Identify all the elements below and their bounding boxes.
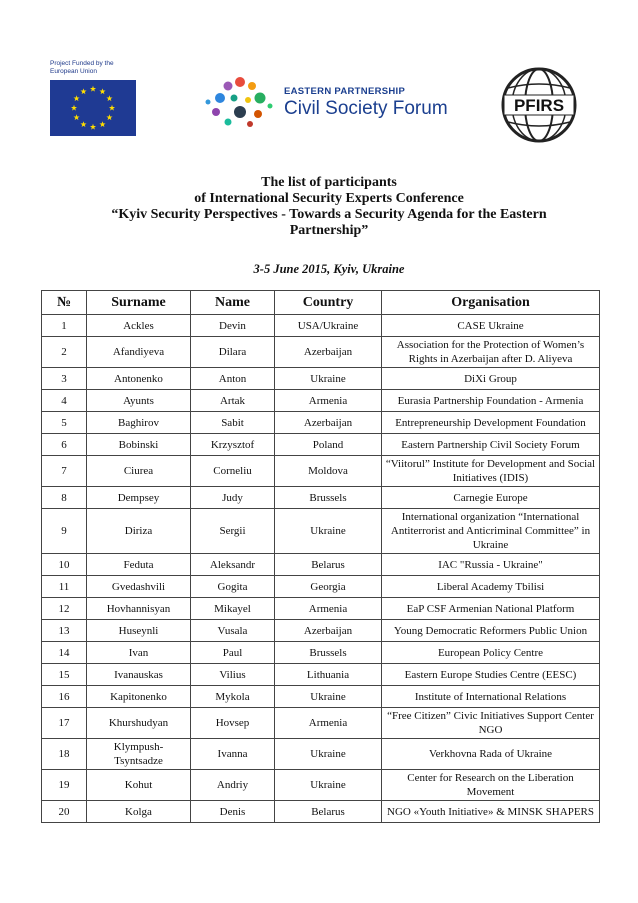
table-row: [42, 554, 600, 576]
table-row: [42, 620, 600, 642]
eu-star-icon: [90, 86, 96, 92]
cell-surname: Ivanauskas: [87, 664, 191, 686]
cell-organisation: CASE Ukraine: [382, 315, 600, 337]
table-row: [42, 686, 600, 708]
cell-name: Ivanna: [191, 739, 275, 770]
cell-country: Lithuania: [275, 664, 382, 686]
cell-number: 11: [42, 576, 87, 598]
cell-name: Vusala: [191, 620, 275, 642]
cell-surname: Hovhannisyan: [87, 598, 191, 620]
cell-name: Vilius: [191, 664, 275, 686]
cell-organisation: DiXi Group: [382, 368, 600, 390]
table-row: [42, 801, 600, 823]
table-row: [42, 315, 600, 337]
eu-funding-text: Project Funded by the European Union: [50, 60, 114, 75]
cell-name: Mykola: [191, 686, 275, 708]
cell-country: Ukraine: [275, 770, 382, 801]
cell-country: Belarus: [275, 801, 382, 823]
eu-star-icon: [74, 114, 80, 120]
cell-organisation: Liberal Academy Tbilisi: [382, 576, 600, 598]
cell-country: Moldova: [275, 456, 382, 487]
header-organisation: Organisation: [382, 291, 600, 315]
cell-name: Denis: [191, 801, 275, 823]
eu-funding-logo: [50, 60, 136, 136]
header-surname: Surname: [87, 291, 191, 315]
cell-surname: Afandiyeva: [87, 337, 191, 368]
csf-logo: [200, 72, 465, 132]
cell-name: Paul: [191, 642, 275, 664]
cell-name: Sabit: [191, 412, 275, 434]
table-row: [42, 487, 600, 509]
cell-organisation: NGO «Youth Initiative» & MINSK SHAPERS: [382, 801, 600, 823]
cell-surname: Kohut: [87, 770, 191, 801]
cell-country: Belarus: [275, 554, 382, 576]
csf-emblem-icon: [200, 72, 280, 132]
csf-logo-line1: EASTERN PARTNERSHIP: [284, 86, 406, 97]
cell-number: 19: [42, 770, 87, 801]
cell-organisation: Institute of International Relations: [382, 686, 600, 708]
cell-name: Corneliu: [191, 456, 275, 487]
table-row: [42, 509, 600, 554]
cell-number: 2: [42, 337, 87, 368]
cell-country: Azerbaijan: [275, 620, 382, 642]
cell-number: 8: [42, 487, 87, 509]
cell-country: Poland: [275, 434, 382, 456]
table-row: [42, 368, 600, 390]
title-line-2: of International Security Experts Conference: [194, 191, 464, 206]
pfirs-globe-icon: [500, 66, 578, 144]
title-line-3: “Kyiv Security Perspectives - Towards a Security Agenda for the Eastern: [111, 207, 547, 222]
eu-star-icon: [80, 88, 86, 94]
cell-surname: Klympush-Tsyntsadze: [87, 739, 191, 770]
cell-surname: Khurshudyan: [87, 708, 191, 739]
eu-star-icon: [99, 88, 105, 94]
cell-number: 17: [42, 708, 87, 739]
cell-country: Brussels: [275, 487, 382, 509]
eu-star-icon: [90, 124, 96, 130]
cell-surname: Ackles: [87, 315, 191, 337]
cell-number: 12: [42, 598, 87, 620]
table-row: [42, 642, 600, 664]
table-row: [42, 598, 600, 620]
cell-surname: Ivan: [87, 642, 191, 664]
eu-star-icon: [106, 114, 112, 120]
cell-number: 16: [42, 686, 87, 708]
cell-organisation: IAC "Russia - Ukraine": [382, 554, 600, 576]
cell-number: 9: [42, 509, 87, 554]
cell-name: Aleksandr: [191, 554, 275, 576]
cell-country: Georgia: [275, 576, 382, 598]
cell-number: 10: [42, 554, 87, 576]
cell-surname: Baghirov: [87, 412, 191, 434]
header-number: №: [42, 291, 87, 315]
cell-surname: Huseynli: [87, 620, 191, 642]
cell-number: 6: [42, 434, 87, 456]
cell-country: USA/Ukraine: [275, 315, 382, 337]
cell-number: 5: [42, 412, 87, 434]
cell-surname: Antonenko: [87, 368, 191, 390]
cell-organisation: “Free Citizen” Civic Initiatives Support Center NGO: [382, 708, 600, 739]
cell-organisation: Verkhovna Rada of Ukraine: [382, 739, 600, 770]
eu-stars: [50, 80, 136, 136]
cell-organisation: “Viitorul” Institute for Development and Social Initiatives (IDIS): [382, 456, 600, 487]
eu-star-icon: [109, 105, 115, 111]
cell-number: 7: [42, 456, 87, 487]
cell-organisation: Young Democratic Reformers Public Union: [382, 620, 600, 642]
cell-country: Ukraine: [275, 686, 382, 708]
cell-surname: Gvedashvili: [87, 576, 191, 598]
cell-organisation: EaP CSF Armenian National Platform: [382, 598, 600, 620]
pfirs-logo: [500, 66, 578, 149]
cell-surname: Kapitonenko: [87, 686, 191, 708]
cell-surname: Dempsey: [87, 487, 191, 509]
cell-organisation: European Policy Centre: [382, 642, 600, 664]
cell-name: Artak: [191, 390, 275, 412]
cell-name: Gogita: [191, 576, 275, 598]
table-row: [42, 390, 600, 412]
table-row: [42, 456, 600, 487]
table-row: [42, 664, 600, 686]
eu-star-icon: [74, 95, 80, 101]
cell-organisation: Eastern Partnership Civil Society Forum: [382, 434, 600, 456]
participants-table: [41, 290, 600, 823]
cell-number: 18: [42, 739, 87, 770]
cell-surname: Kolga: [87, 801, 191, 823]
table-row: [42, 576, 600, 598]
cell-name: Krzysztof: [191, 434, 275, 456]
cell-surname: Ciurea: [87, 456, 191, 487]
cell-surname: Diriza: [87, 509, 191, 554]
cell-country: Armenia: [275, 598, 382, 620]
title-line-4: Partnership”: [289, 223, 369, 238]
cell-name: Judy: [191, 487, 275, 509]
pfirs-logo-text: PFIRS: [513, 96, 565, 115]
cell-number: 15: [42, 664, 87, 686]
eu-star-icon: [106, 95, 112, 101]
cell-number: 4: [42, 390, 87, 412]
table-row: [42, 739, 600, 770]
cell-organisation: International organization “International Antiterrorist and Anticriminal Committee” in Ukraine: [382, 509, 600, 554]
cell-organisation: Eurasia Partnership Foundation - Armenia: [382, 390, 600, 412]
cell-number: 14: [42, 642, 87, 664]
title-line-1: The list of participants: [261, 175, 397, 190]
document-title: [40, 175, 618, 239]
table-row: [42, 337, 600, 368]
cell-country: Armenia: [275, 708, 382, 739]
cell-name: Anton: [191, 368, 275, 390]
cell-surname: Feduta: [87, 554, 191, 576]
table-row: [42, 708, 600, 739]
cell-country: Azerbaijan: [275, 412, 382, 434]
cell-number: 3: [42, 368, 87, 390]
csf-logo-line2: Civil Society Forum: [284, 98, 448, 119]
cell-organisation: Center for Research on the Liberation Movement: [382, 770, 600, 801]
cell-name: Sergii: [191, 509, 275, 554]
cell-surname: Ayunts: [87, 390, 191, 412]
eu-star-icon: [99, 121, 105, 127]
cell-country: Brussels: [275, 642, 382, 664]
cell-organisation: Association for the Protection of Women’s Rights in Azerbaijan after D. Aliyeva: [382, 337, 600, 368]
cell-name: Devin: [191, 315, 275, 337]
header-country: Country: [275, 291, 382, 315]
cell-name: Hovsep: [191, 708, 275, 739]
cell-number: 20: [42, 801, 87, 823]
cell-number: 1: [42, 315, 87, 337]
eu-star-icon: [71, 105, 77, 111]
cell-country: Armenia: [275, 390, 382, 412]
cell-country: Ukraine: [275, 368, 382, 390]
cell-name: Mikayel: [191, 598, 275, 620]
eu-flag-icon: [50, 80, 136, 136]
table-header-row: [42, 291, 600, 315]
cell-name: Dilara: [191, 337, 275, 368]
cell-organisation: Eastern Europe Studies Centre (EESC): [382, 664, 600, 686]
cell-organisation: Carnegie Europe: [382, 487, 600, 509]
event-date: 3-5 June 2015, Kyiv, Ukraine: [253, 262, 405, 276]
cell-name: Andriy: [191, 770, 275, 801]
cell-surname: Bobinski: [87, 434, 191, 456]
cell-number: 13: [42, 620, 87, 642]
cell-country: Ukraine: [275, 739, 382, 770]
cell-country: Azerbaijan: [275, 337, 382, 368]
header-name: Name: [191, 291, 275, 315]
table-row: [42, 770, 600, 801]
eu-star-icon: [80, 121, 86, 127]
table-row: [42, 434, 600, 456]
cell-country: Ukraine: [275, 509, 382, 554]
table-row: [42, 412, 600, 434]
cell-organisation: Entrepreneurship Development Foundation: [382, 412, 600, 434]
